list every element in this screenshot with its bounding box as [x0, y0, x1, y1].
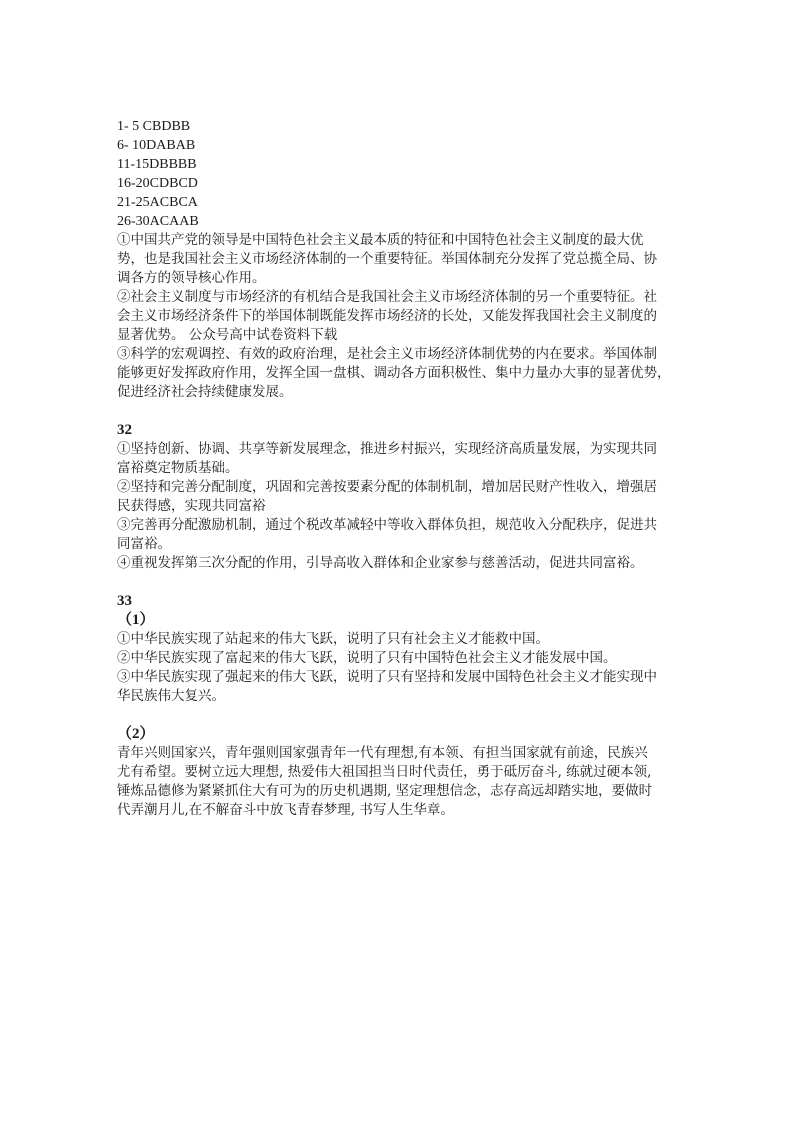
- choice-answer-line: 11-15DBBBB: [117, 157, 197, 172]
- text-line: 民获得感，实现共同富裕: [117, 498, 266, 514]
- text-line: 显著优势。 公众号高中试卷资料下载: [117, 327, 338, 343]
- q31-point-1: [117, 231, 682, 288]
- text-line: ①坚持创新、协调、共享等新发展理念，推进乡村振兴，实现经济高质量发展，为实现共同: [117, 441, 657, 457]
- text-line: 锤炼品德修为紧紧抓住大有可为的历史机遇期, 坚定理想信念，志存高远却踏实地，要做时: [117, 783, 653, 799]
- text-line: ①中华民族实现了站起来的伟大飞跃，说明了只有社会主义才能救中国。: [117, 631, 549, 647]
- text-line: 促进经济社会持续健康发展。: [117, 384, 293, 400]
- text-line: ③科学的宏观调控、有效的政府治理，是社会主义市场经济体制优势的内在要求。举国体制: [117, 346, 657, 362]
- choice-answer-line: 1- 5 CBDBB: [117, 119, 191, 134]
- text-line: 华民族伟大复兴。: [117, 688, 225, 704]
- text-line: 同富裕。: [117, 536, 171, 552]
- q32-point-2: [117, 478, 682, 516]
- q33-part1-point-2: [117, 649, 682, 668]
- spacer: [117, 573, 682, 592]
- spacer: [117, 706, 682, 725]
- q32-point-1: [117, 440, 682, 478]
- text-line: 会主义市场经济条件下的举国体制既能发挥市场经济的长处，又能发挥我国社会主义制度的: [117, 308, 657, 324]
- choice-answer-line: 21-25ACBCA: [117, 195, 198, 210]
- q33-part1-point-3: [117, 668, 682, 706]
- q33-part1-point-1: [117, 630, 682, 649]
- q32-point-3: [117, 516, 682, 554]
- q32-point-4: [117, 554, 682, 573]
- question-number: 32: [117, 422, 132, 438]
- question-31-answer: [117, 231, 682, 402]
- text-line: ③中华民族实现了强起来的伟大飞跃，说明了只有坚持和发展中国特色社会主义才能实现中: [117, 669, 657, 685]
- text-line: 调各方的领导核心作用。: [117, 270, 266, 286]
- q31-point-2: [117, 288, 682, 345]
- choice-answer-line: 16-20CDBCD: [117, 176, 198, 191]
- text-line: ④重视发挥第三次分配的作用，引导高收入群体和企业家参与慈善活动，促进共同富裕。: [117, 555, 644, 571]
- text-line: 青年兴则国家兴，青年强则国家强青年一代有理想,有本领、有担当国家就有前途，民族兴: [117, 745, 648, 761]
- answer-sheet: [117, 117, 682, 820]
- q33-part2-paragraph: [117, 744, 682, 820]
- question-number: 33: [117, 593, 132, 609]
- sub-question-label: （2）: [117, 726, 155, 742]
- text-line: ③完善再分配激励机制，通过个税改革减轻中等收入群体负担，规范收入分配秩序，促进共: [117, 517, 657, 533]
- text-line: 代弄潮月儿,在不解奋斗中放飞青春梦理, 书写人生华章。: [117, 802, 454, 818]
- question-32-answer: [117, 421, 682, 573]
- text-line: ②社会主义制度与市场经济的有机结合是我国社会主义市场经济体制的另一个重要特征。社: [117, 289, 657, 305]
- spacer: [117, 402, 682, 421]
- text-line: ②中华民族实现了富起来的伟大飞跃，说明了只有中国特色社会主义才能发展中国。: [117, 650, 617, 666]
- q31-point-3: [117, 345, 682, 402]
- multiple-choice-answers: [117, 117, 682, 231]
- choice-answer-line: 26-30ACAAB: [117, 214, 199, 229]
- question-33-answer: [117, 592, 682, 820]
- text-line: ①中国共产党的领导是中国特色社会主义最本质的特征和中国特色社会主义制度的最大优: [117, 232, 644, 248]
- text-line: 尤有希望。要树立远大理想, 热爱伟大祖国担当日时代责任，勇于砥厉奋斗, 练就过硬本领,: [117, 764, 652, 780]
- text-line: ②坚持和完善分配制度，巩固和完善按要素分配的体制机制，增加居民财产性收入，增强居: [117, 479, 657, 495]
- choice-answer-line: 6- 10DABAB: [117, 138, 196, 153]
- text-line: 势，也是我国社会主义市场经济体制的一个重要特征。举国体制充分发挥了党总揽全局、协: [117, 251, 657, 267]
- text-line: 富裕奠定物质基础。: [117, 460, 239, 476]
- text-line: 能够更好发挥政府作用，发挥全国一盘棋、调动各方面积极性、集中力量办大事的显著优势，: [117, 365, 671, 381]
- sub-question-label: （1）: [117, 612, 155, 628]
